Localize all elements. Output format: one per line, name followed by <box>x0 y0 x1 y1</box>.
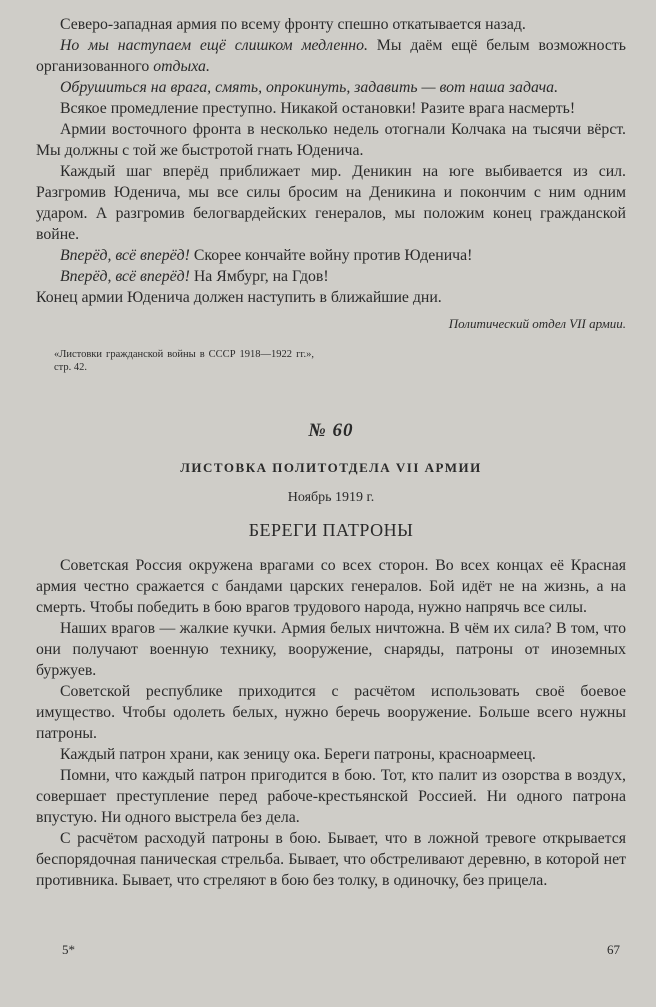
paragraph-6: Каждый шаг вперёд приближает мир. Деникин на юге выбивается из сил. Разгромив Юденича, мы все силы бросим на Деникина и покончим с ним одним ударом. А разгромив белогвардейских генералов, мы положим конец гражданской войне. <box>36 163 626 243</box>
paragraph-7-rest: Скорее кончайте войну против Юденича! <box>189 247 473 264</box>
paragraph-8 <box>36 266 626 287</box>
paragraph-2-end: отдыха. <box>153 58 210 75</box>
paragraph-7 <box>36 245 626 266</box>
document-date: Ноябрь 1919 г. <box>287 490 375 505</box>
paragraph-2-rest: Мы даём ещё белым возможность организованного <box>36 37 626 75</box>
signature: Политический отдел VII армии. <box>448 316 626 331</box>
document-number: № 60 <box>308 420 354 441</box>
paragraph-8-rest: На Ямбург, на Гдов! <box>189 268 329 285</box>
page-number: 67 <box>607 942 620 957</box>
paragraph-1: Северо-западная армия по всему фронту спешно откатывается назад. <box>60 16 526 33</box>
doc-paragraph-4: Каждый патрон храни, как зеницу ока. Береги патроны, красноармеец. <box>60 746 536 763</box>
paragraph-4: Всякое промедление преступно. Никакой остановки! Разите врага насмерть! <box>60 100 576 117</box>
paragraph-9: Конец армии Юденича должен наступить в ближайшие дни. <box>36 289 442 306</box>
paragraph-7-italic: Вперёд, всё вперёд! <box>60 247 190 264</box>
source-note: «Листовки гражданской войны в СССР 1918—1922 гг.», стр. 42. <box>54 349 314 373</box>
paragraph-8-italic: Вперёд, всё вперёд! <box>60 268 190 285</box>
doc-paragraph-1: Советская Россия окружена врагами со всех сторон. Во всех концах её Красная армия честно сражается с бандами царских генералов. Бой идёт не на жизнь, а на смерть. Чтобы победить в бою врагов трудового народа, нужно напрячь все силы. <box>36 557 626 616</box>
paragraph-5: Армии восточного фронта в несколько недель отогнали Колчака на тысячи вёрст. Мы должны с той же быстротой гнать Юденича. <box>36 121 626 159</box>
signature-mark: 5* <box>62 942 75 957</box>
doc-paragraph-5: Помни, что каждый патрон пригодится в бою. Тот, кто палит из озорства в воздух, совершает преступление перед рабоче-крестьянской Россией. Ни одного патрона впустую. Ни одного выстрела без дела. <box>36 767 626 826</box>
document-title: ЛИСТОВКА ПОЛИТОТДЕЛА VII АРМИИ <box>180 460 482 475</box>
leaflet-heading: БЕРЕГИ ПАТРОНЫ <box>248 520 414 540</box>
paragraph-3: Обрушиться на врага, смять, опрокинуть, задавить — вот наша задача. <box>60 79 559 96</box>
page-content <box>36 14 626 891</box>
paragraph-2 <box>36 35 626 77</box>
doc-paragraph-2: Наших врагов — жалкие кучки. Армия белых ничтожна. В чём их сила? В том, что они получают военную технику, вооружение, снаряды, патроны от иноземных буржуев. <box>36 620 626 679</box>
paragraph-2-italic: Но мы наступаем ещё слишком медленно. <box>60 37 368 54</box>
doc-paragraph-6: С расчётом расходуй патроны в бою. Бывает, что в ложной тревоге открывается беспорядочная паническая стрельба. Бывает, что обстреливают деревню, в которой нет противника. Бывает, что стреляют в бою без толку, в одиночку, без прицела. <box>36 830 626 889</box>
doc-paragraph-3: Советской республике приходится с расчётом использовать своё боевое имущество. Чтобы одолеть белых, нужно беречь вооружение. Больше всего нужны патроны. <box>36 683 626 742</box>
